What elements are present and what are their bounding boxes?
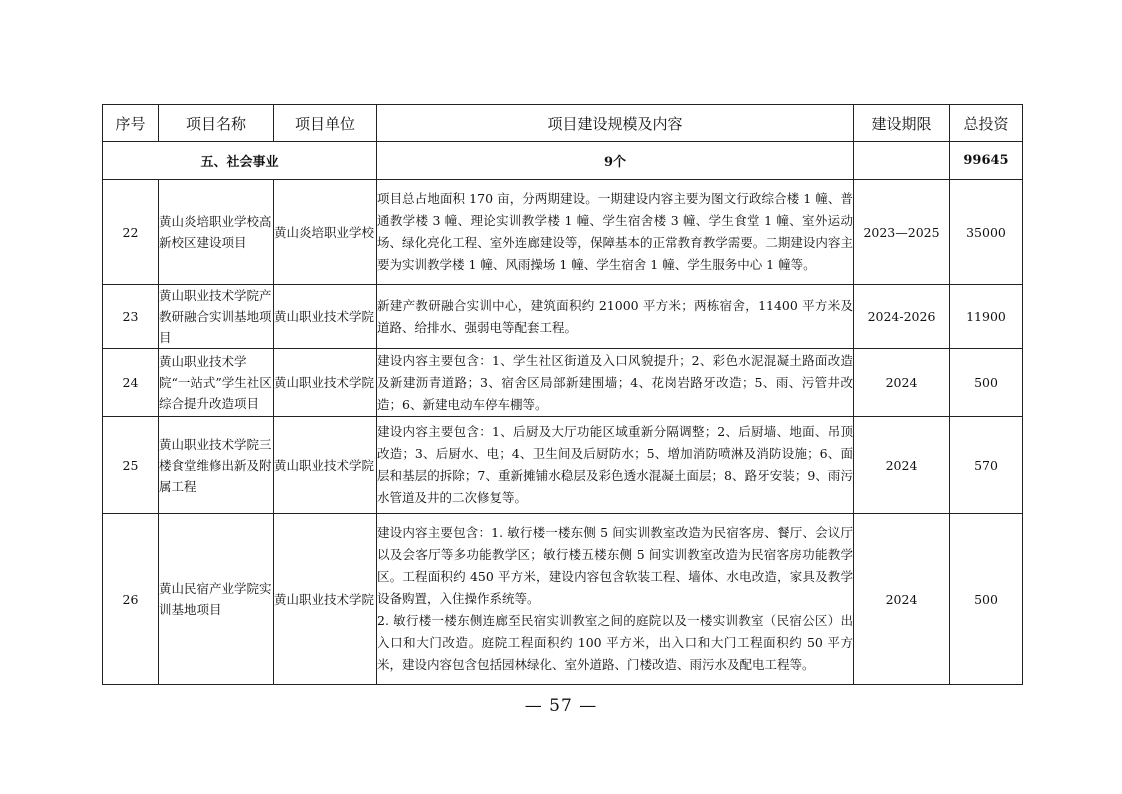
row-content-paragraph: 2. 敏行楼一楼东侧连廊至民宿实训教室之间的庭院以及一楼实训教室（民宿公区）出入口和大门改造。庭院工程面积约 100 平方米，出入口和大门工程面积约 50 平方米，建设内容包含包括园林绿化、室外道路、门楼改造、雨污水及配电工程等。 — [377, 613, 853, 672]
table-row — [103, 180, 1023, 285]
row-seq: 26 — [103, 514, 159, 685]
row-content-paragraph: 建设内容主要包含：1、学生社区街道及入口风貌提升；2、彩色水泥混凝土路面改造及新建沥青道路；3、宿舍区局部新建围墙；4、花岗岩路牙改造；5、雨、污管井改造；6、新建电动车停车棚等。 — [377, 352, 853, 412]
row-content-paragraph: 项目总占地面积 170 亩，分两期建设。一期建设内容主要为图文行政综合楼 1 幢、普通教学楼 3 幢、理论实训教学楼 1 幢、学生宿舍楼 3 幢、学生食堂 1 幢、室外运动场、绿化亮化工程、室外连廊建设等，保障基本的正常教育教学需要。二期建设内容主要为实训教学楼 1 幢、风雨操场 1 幢、学生宿舍 1 幢、学生服务中心 1 幢等。 — [377, 191, 853, 272]
row-content — [377, 180, 854, 285]
row-project-name: 黄山职业技术学院“一站式”学生社区综合提升改造项目 — [159, 349, 274, 417]
row-seq: 25 — [103, 417, 159, 514]
row-investment: 570 — [950, 417, 1023, 514]
row-content-paragraph: 新建产教研融合实训中心，建筑面积约 21000 平方米；两栋宿舍，11400 平方米及道路、给排水、强弱电等配套工程。 — [377, 297, 853, 335]
row-content — [377, 349, 854, 417]
row-content — [377, 285, 854, 349]
projects-table — [102, 104, 1023, 685]
row-seq: 22 — [103, 180, 159, 285]
row-project-unit: 黄山炎培职业学校 — [274, 180, 377, 285]
row-project-name: 黄山民宿产业学院实训基地项目 — [159, 514, 274, 685]
table-row — [103, 417, 1023, 514]
header-content: 项目建设规模及内容 — [377, 105, 854, 142]
section-title: 五、社会事业 — [103, 142, 377, 180]
row-project-unit: 黄山职业技术学院 — [274, 514, 377, 685]
row-project-unit: 黄山职业技术学院 — [274, 417, 377, 514]
section-period-empty — [854, 142, 950, 180]
row-period: 2024 — [854, 514, 950, 685]
row-content-paragraph: 建设内容主要包含：1、后厨及大厅功能区域重新分隔调整；2、后厨墙、地面、吊顶改造；3、后厨水、电；4、卫生间及后厨防水；5、增加消防喷淋及消防设施；6、面层和基层的拆除；7、重新摊铺水稳层及彩色透水混凝土面层；8、路牙安装；9、雨污水管道及井的二次修复等。 — [377, 424, 853, 505]
row-period: 2024-2026 — [854, 285, 950, 349]
table-row — [103, 349, 1023, 417]
row-investment: 500 — [950, 349, 1023, 417]
section-row — [103, 142, 1023, 180]
header-row — [103, 105, 1023, 142]
section-investment: 99645 — [950, 142, 1023, 180]
table-row — [103, 514, 1023, 685]
row-period: 2023—2025 — [854, 180, 950, 285]
row-period: 2024 — [854, 349, 950, 417]
row-project-unit: 黄山职业技术学院 — [274, 285, 377, 349]
section-count: 9个 — [377, 142, 854, 180]
header-period: 建设期限 — [854, 105, 950, 142]
page-number: — 57 — — [524, 696, 598, 716]
row-content — [377, 514, 854, 685]
row-investment: 35000 — [950, 180, 1023, 285]
row-seq: 23 — [103, 285, 159, 349]
row-investment: 11900 — [950, 285, 1023, 349]
row-investment: 500 — [950, 514, 1023, 685]
row-project-name: 黄山职业技术学院三楼食堂维修出新及附属工程 — [159, 417, 274, 514]
row-period: 2024 — [854, 417, 950, 514]
row-project-name: 黄山炎培职业学校高新校区建设项目 — [159, 180, 274, 285]
header-unit: 项目单位 — [274, 105, 377, 142]
row-project-name: 黄山职业技术学院产教研融合实训基地项目 — [159, 285, 274, 349]
row-project-unit: 黄山职业技术学院 — [274, 349, 377, 417]
row-content — [377, 417, 854, 514]
header-investment: 总投资 — [950, 105, 1023, 142]
header-seq: 序号 — [103, 105, 159, 142]
row-seq: 24 — [103, 349, 159, 417]
header-name: 项目名称 — [159, 105, 274, 142]
table-row — [103, 285, 1023, 349]
row-content-paragraph: 建设内容主要包含：1. 敏行楼一楼东侧 5 间实训教室改造为民宿客房、餐厅、会议厅以及会客厅等多功能教学区；敏行楼五楼东侧 5 间实训教室改造为民宿客房功能教学区。工程面积约 450 平方米，建设内容包含软装工程、墙体、水电改造，家具及教学设备购置，入住操作系统等。 — [377, 525, 853, 606]
